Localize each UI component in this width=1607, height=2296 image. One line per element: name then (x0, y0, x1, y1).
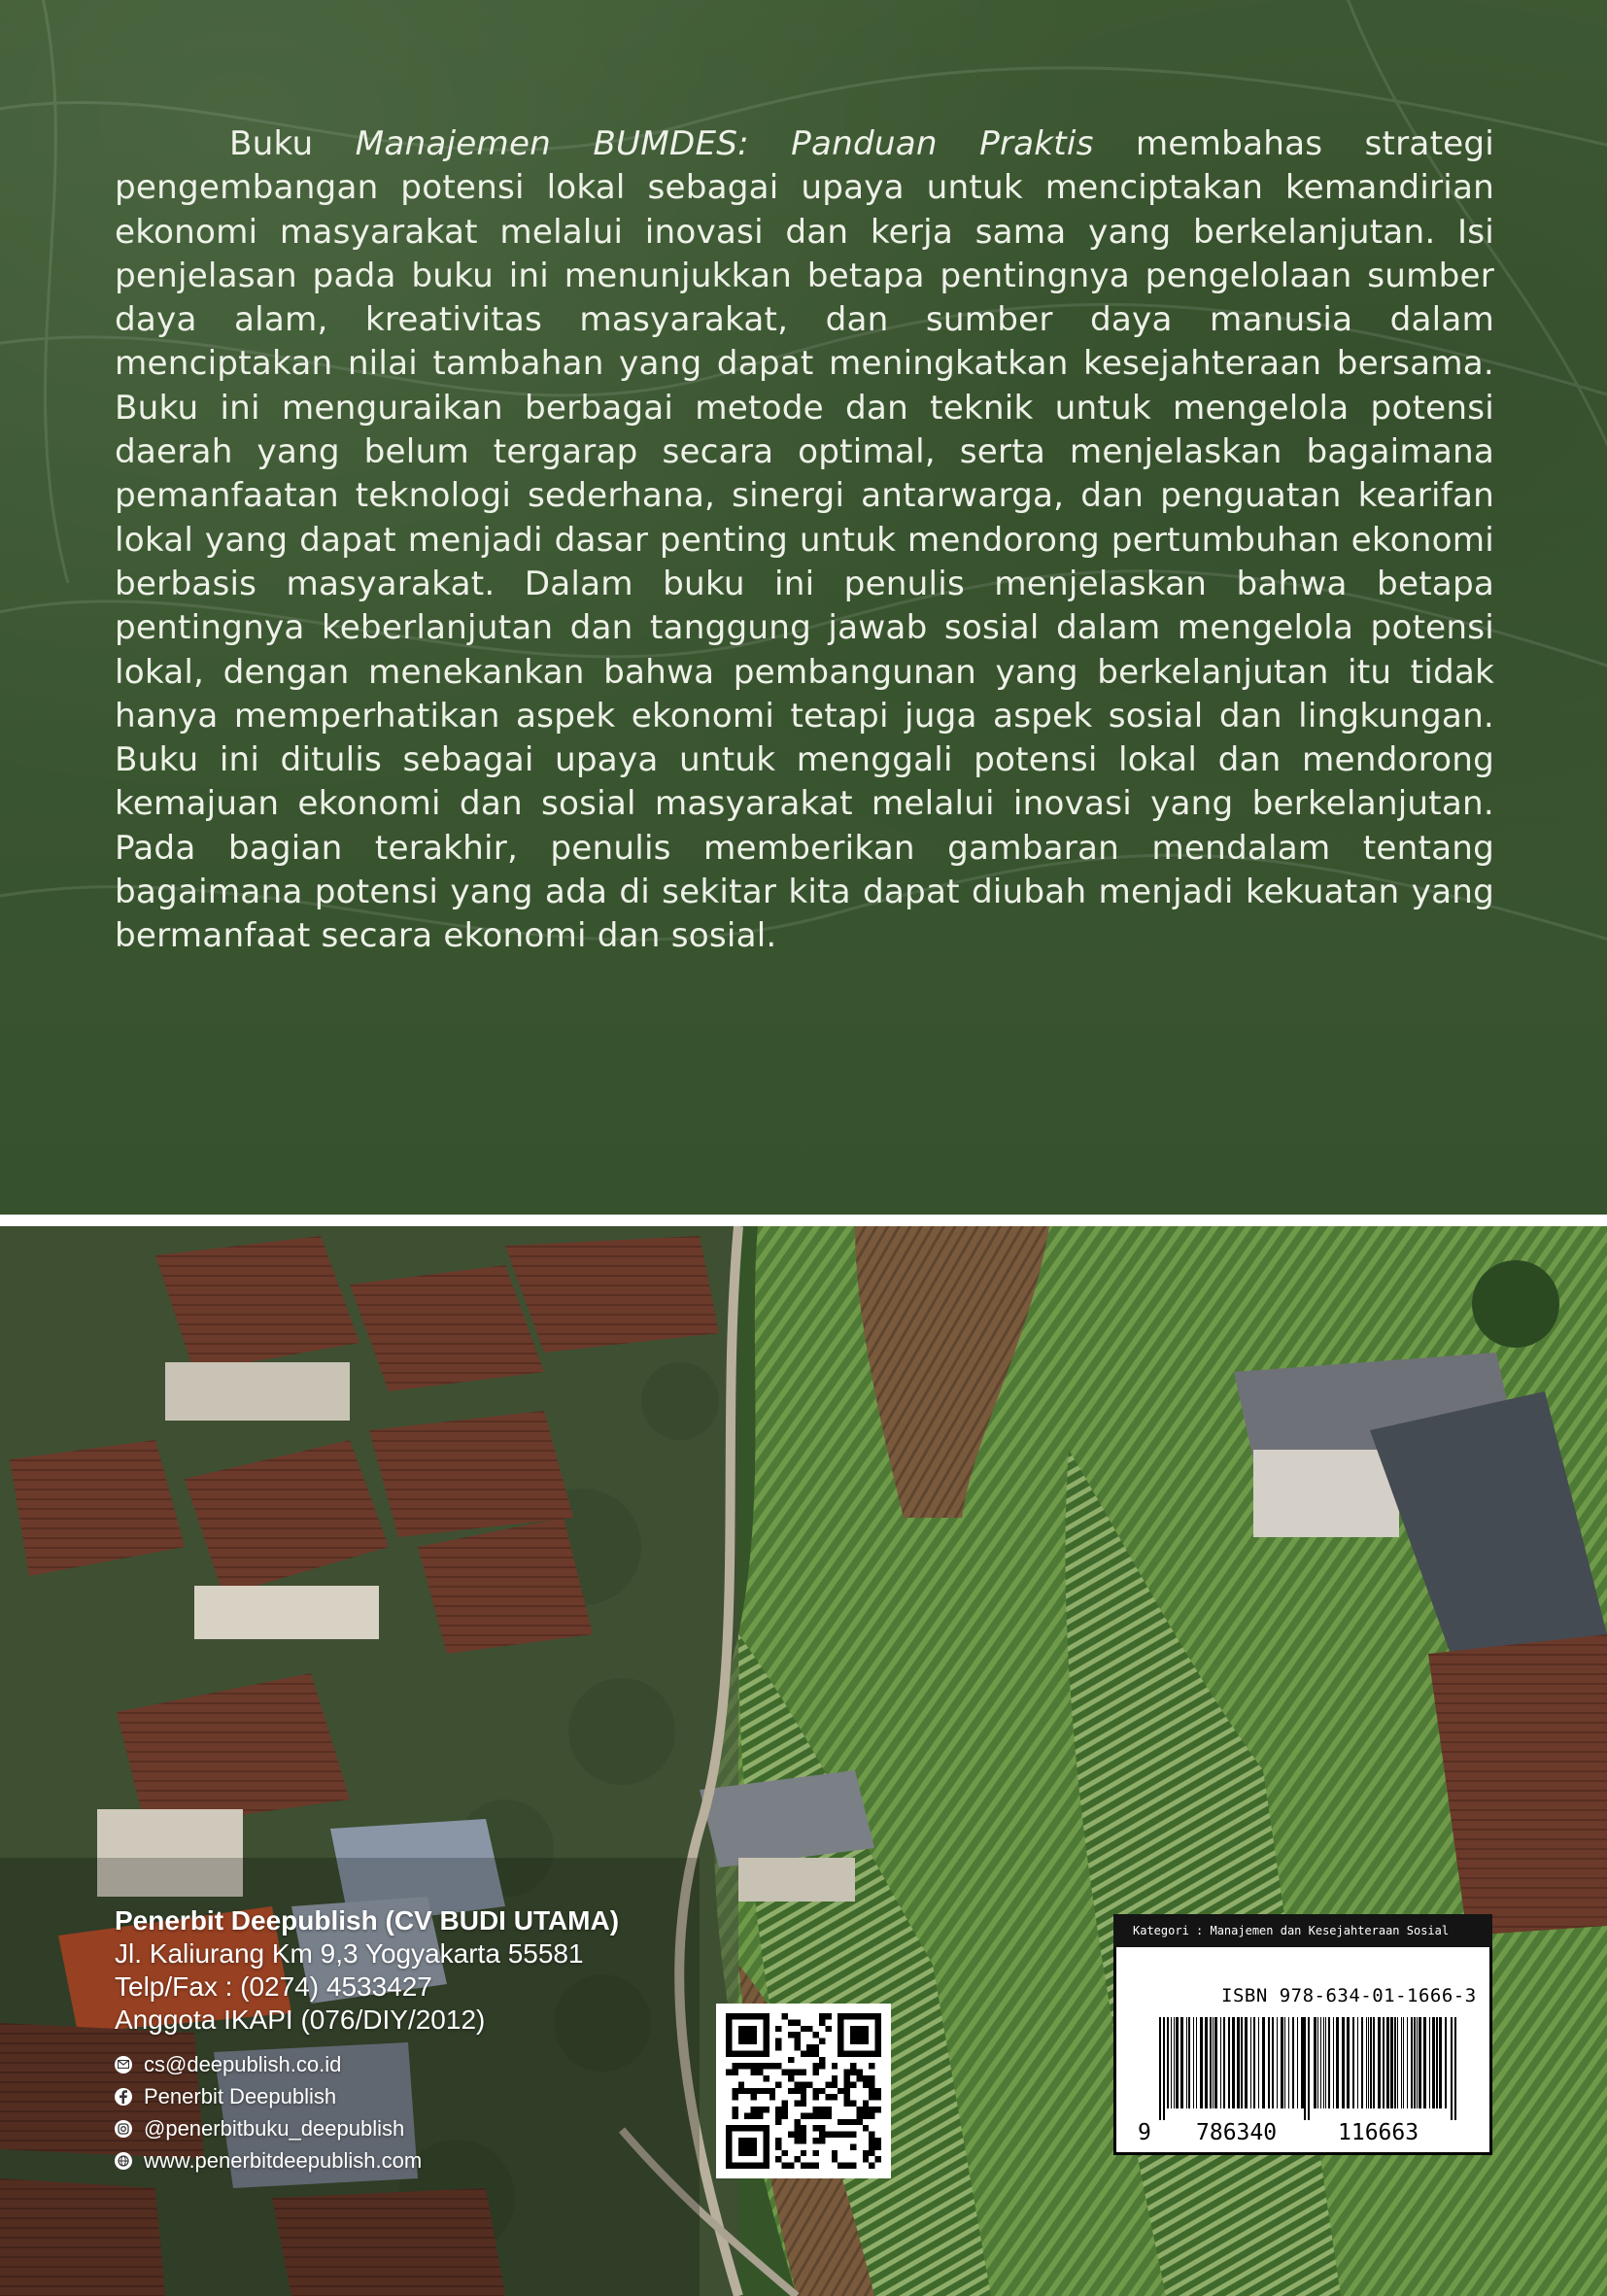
book-title: Manajemen BUMDES: Panduan Praktis (355, 124, 1094, 163)
instagram-text: @penerbitbuku_deepublish (144, 2116, 405, 2141)
barcode-digit-lead: 9 (1138, 2120, 1151, 2145)
divider (0, 1215, 1607, 1226)
blurb-lead: Buku (229, 124, 356, 163)
barcode-digits-right: 116663 (1338, 2120, 1419, 2145)
barcode (1138, 2017, 1468, 2120)
qr-pattern (726, 2013, 881, 2169)
globe-icon (115, 2152, 132, 2170)
barcode-digits-left: 786340 (1196, 2120, 1278, 2145)
email-text: cs@deepublish.co.id (144, 2052, 342, 2076)
publisher-address: Jl. Kaliurang Km 9,3 Yogyakarta 55581 (115, 1938, 584, 1969)
contact-instagram (115, 2112, 619, 2144)
publisher-ikapi: Anggota IKAPI (076/DIY/2012) (115, 2005, 486, 2035)
isbn-number: ISBN 978-634-01-1666-3 (1221, 1985, 1477, 2006)
category-label: Kategori : Manajemen dan Kesejahteraan Sosial (1113, 1914, 1492, 1947)
contact-list (115, 2048, 619, 2176)
contact-website (115, 2144, 619, 2176)
publisher-name: Penerbit Deepublish (CV BUDI UTAMA) (115, 1905, 620, 1936)
contact-email (115, 2048, 619, 2080)
contact-facebook (115, 2080, 619, 2112)
isbn-barcode-block (1113, 1914, 1492, 2155)
website-text: www.penerbitdeepublish.com (144, 2148, 423, 2173)
blurb-body: membahas strategi pengembangan potensi lokal sebagai upaya untuk menciptakan kemandirian ekonomi masyarakat melalui inovasi dan kerja sama yang berkelanjutan. Isi penjelasan pada buku ini menunjukkan betapa pentingnya pengelolaan sumber daya alam, kreativitas masyarakat, dan sumber daya manusia dalam menciptakan nilai tambahan yang dapat meningkatkan kesejahteraan bersama. Buku ini menguraikan berbagai metode dan teknik untuk mengelola potensi daerah yang belum tergarap secara optimal, serta menjelaskan bagaimana pemanfaatan teknologi sederhana, sinergi antarwarga, dan penguatan kearifan lokal yang dapat menjadi dasar penting untuk mendorong pertumbuhan ekonomi berbasis masyarakat. Dalam buku ini penulis menjelaskan bahwa betapa pentingnya keberlanjutan dan tanggung jawab sosial dalam mengelola potensi lokal, dengan menekankan bahwa pembangunan yang berkelanjutan itu tidak hanya memperhatikan aspek ekonomi tetapi juga aspek sosial dan lingkungan. Buku ini ditulis sebagai upaya untuk menggali potensi lokal dan mendorong kemajuan ekonomi dan sosial masyarakat melalui inovasi yang berkelanjutan. Pada bagian terakhir, penulis memberikan gambaran mendalam tentang bagaimana potensi yang ada di sekitar kita dapat diubah menjadi kekuatan yang bermanfaat secara ekonomi dan sosial. (115, 124, 1495, 956)
instagram-icon (115, 2120, 132, 2138)
book-description (115, 122, 1494, 959)
publisher-info (115, 1904, 619, 2176)
qr-code (716, 2004, 891, 2178)
email-icon (115, 2056, 132, 2073)
facebook-icon (115, 2088, 132, 2106)
publisher-phone: Telp/Fax : (0274) 4533427 (115, 1971, 432, 2002)
facebook-text: Penerbit Deepublish (144, 2084, 337, 2108)
